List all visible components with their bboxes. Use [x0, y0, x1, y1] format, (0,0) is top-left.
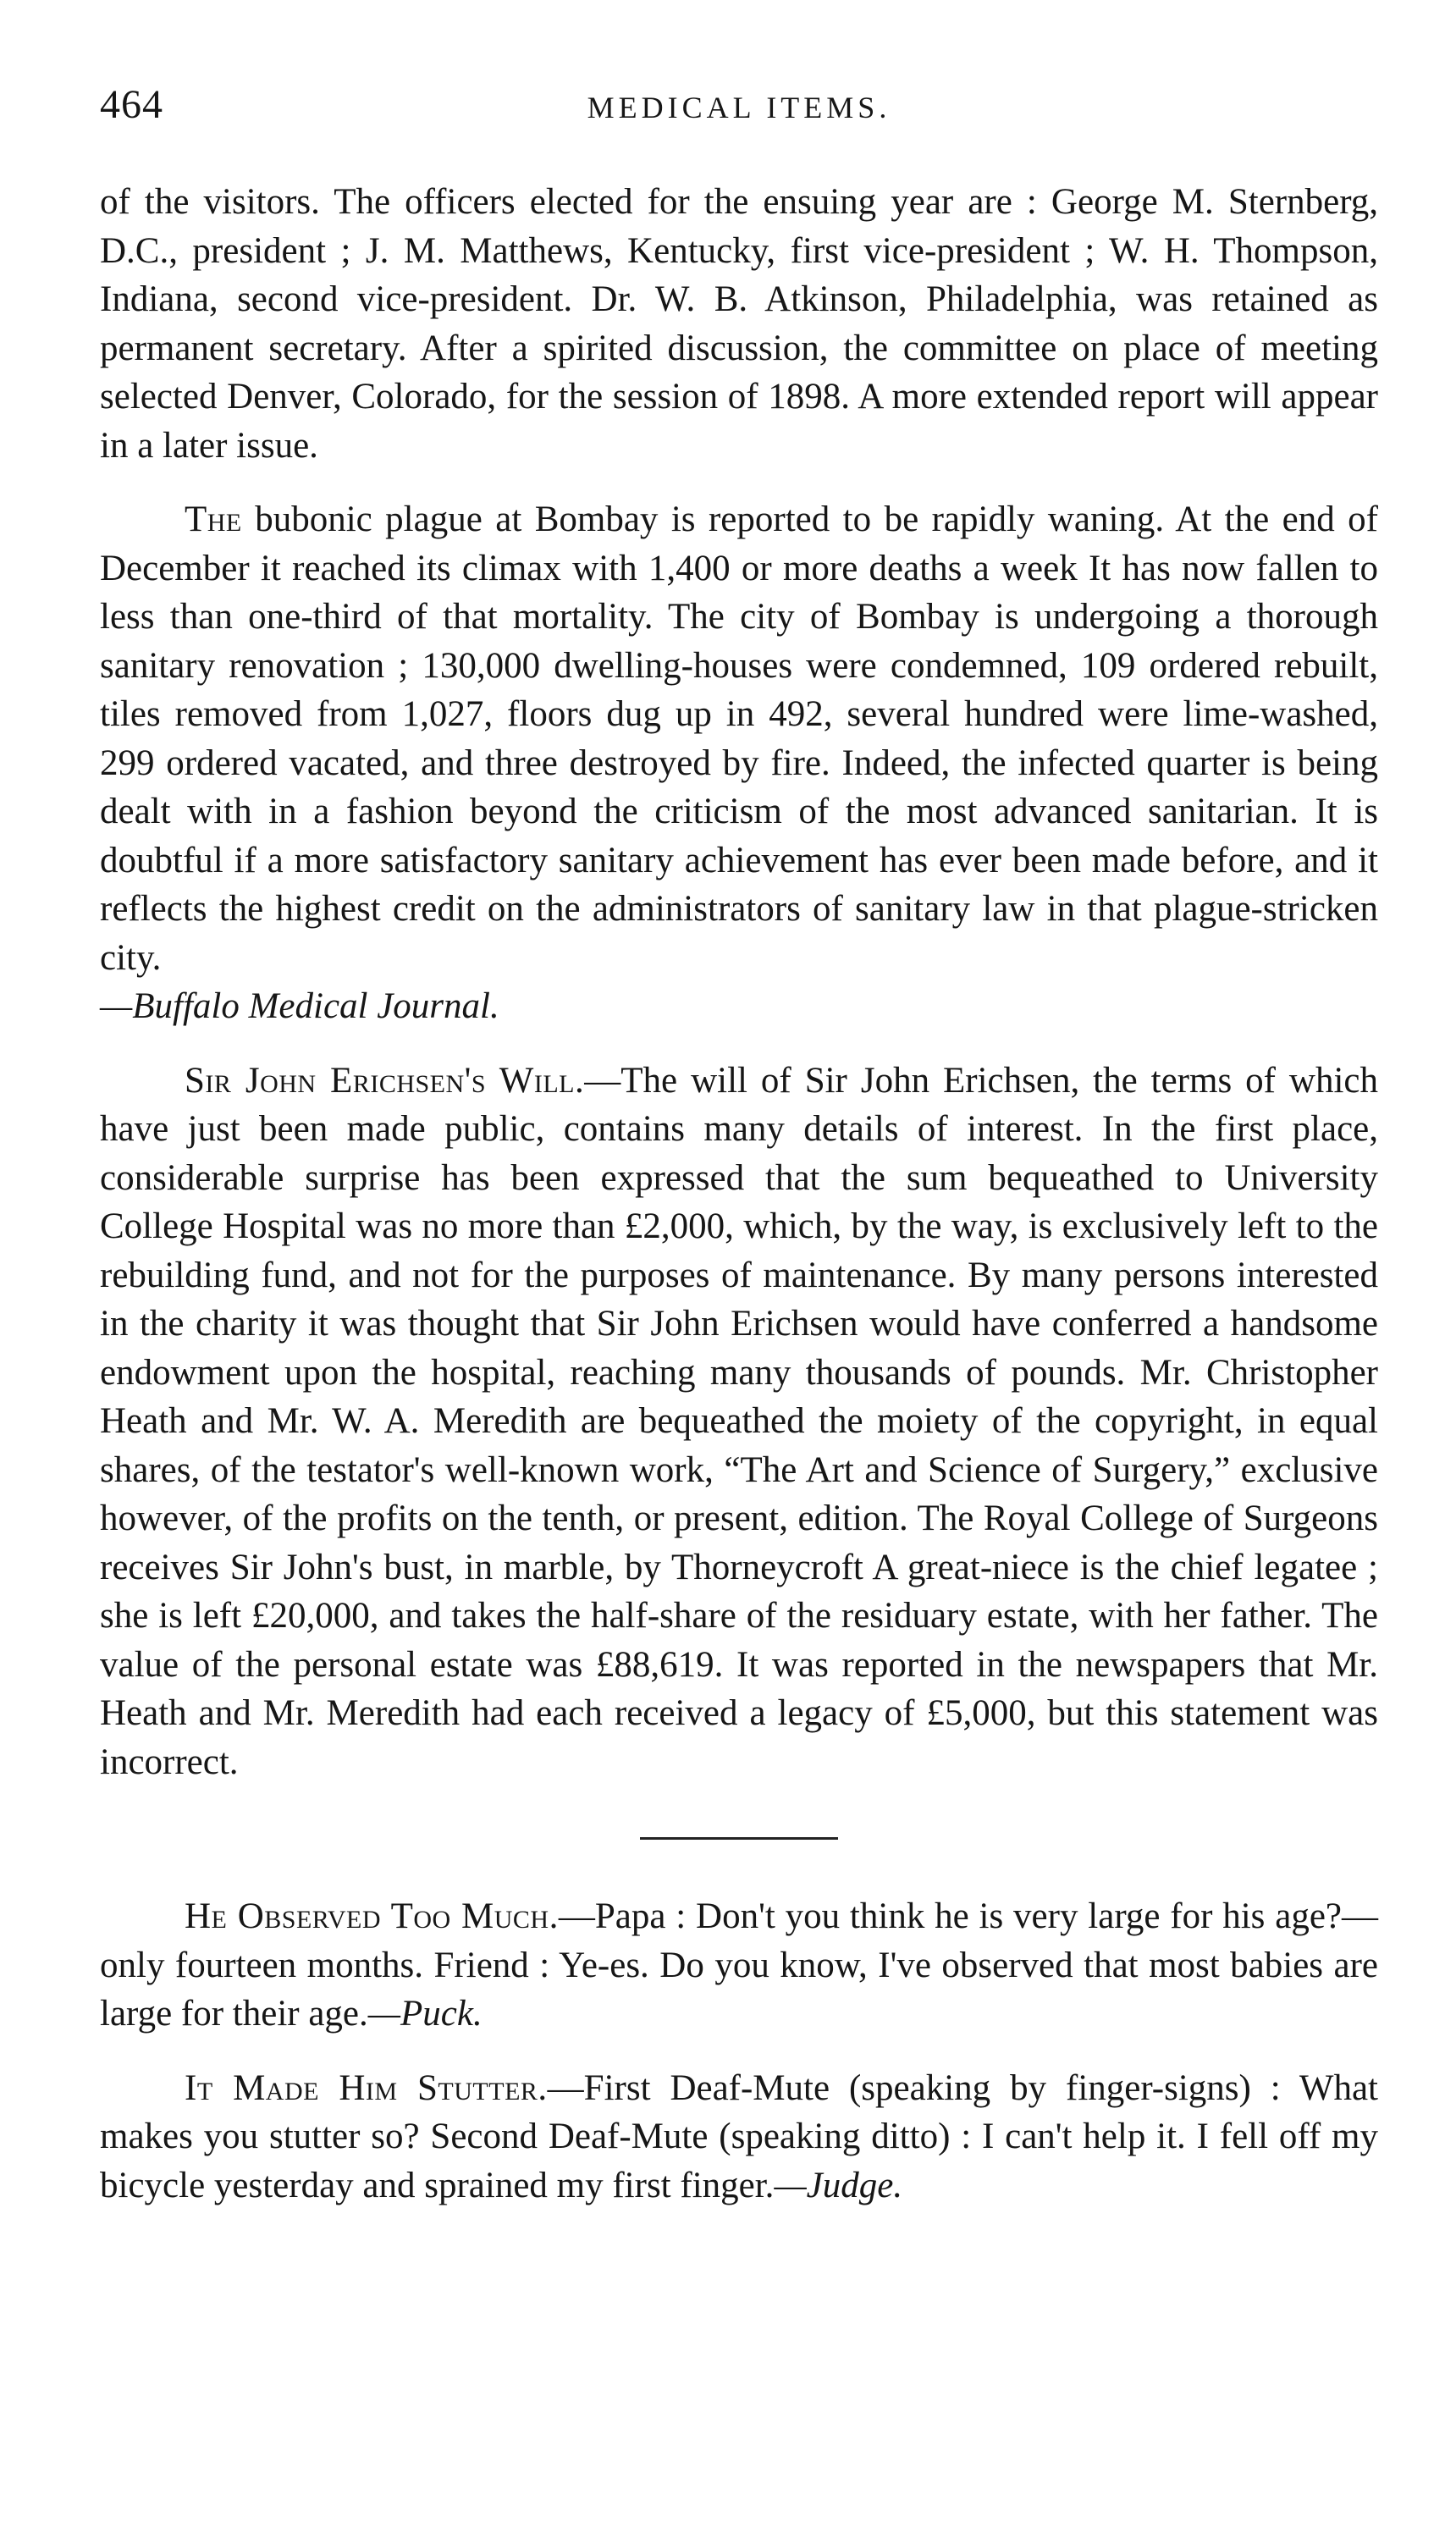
source-citation: —Buffalo Medical Journal. — [100, 986, 499, 1026]
paragraph-lead: It Made Him Stutter. — [185, 2067, 548, 2108]
paragraph-text: —Papa : Don't you think he is very large for his age?—only fourteen months. Friend : Ye-es. Do you know, I've observed that most babies are large for their age. — [100, 1896, 1378, 2034]
paragraph-lead: He Observed Too Much. — [185, 1896, 559, 1936]
paragraph-bubonic-plague — [100, 495, 1378, 982]
paragraph-source-line — [100, 982, 1378, 1031]
paragraph-association-officers — [100, 178, 1378, 470]
paragraph-text: of the visitors. The officers elected for the ensuing year are : George M. Sternberg, D.C., president ; J. M. Matthews, Kentucky, first vice-president ; W. H. Thompson, Indiana, second vice-president. Dr. W. B. Atkinson, Philadelphia, was retained as permanent secretary. After a spirited discussion, the committee on place of meeting selected Denver, Colorado, for the session of 1898. A more extended report will appear in a later issue. — [100, 182, 1378, 466]
page-header — [100, 81, 1378, 141]
paragraph-text: bubonic plague at Bombay is reported to be rapidly waning. At the end of December it reached its climax with 1,400 or more deaths a week It has now fallen to less than one-third of that mortality. The city of Bombay is undergoing a thorough sanitary renovation ; 130,000 dwelling-houses were condemned, 109 ordered rebuilt, tiles removed from 1,027, floors dug up in 492, several hundred were lime-washed, 299 ordered vacated, and three destroyed by fire. Indeed, the infected quarter is being dealt with in a fashion beyond the criticism of the most advanced sanitarian. It is doubtful if a more satisfactory sanitary achievement has ever been made before, and it reflects the highest credit on the administrators of sanitary law in that plague-stricken city. — [100, 500, 1378, 978]
article-body — [100, 178, 1378, 2210]
paragraph-erichsen-will — [100, 1057, 1378, 1787]
running-head: MEDICAL ITEMS. — [587, 91, 891, 124]
paragraph-lead: Sir John Erichsen's Will. — [185, 1060, 585, 1101]
paragraph-lead: The — [185, 500, 242, 539]
section-divider — [640, 1837, 838, 1840]
paragraph-text: —The will of Sir John Erichsen, the terms of which have just been made public, contains many details of interest. In the first place, considerable surprise has been expressed that the sum bequeathed to University College Hospital was no more than £2,000, which, by the way, is exclusively left to the rebuilding fund, and not for the purposes of maintenance. By many persons interested in the charity it was thought that Sir John Erichsen would have conferred a handsome endowment upon the hospital, reaching many thousands of pounds. Mr. Christopher Heath and Mr. W. A. Meredith are bequeathed the moiety of the copyright, in equal shares, of the testator's well-known work, “The Art and Science of Surgery,” exclusive however, of the profits on the tenth, or present, edition. The Royal College of Surgeons receives Sir John's bust, in marble, by Thorneycroft A great-niece is the chief legatee ; she is left £20,000, and takes the half-share of the residuary estate, with her father. The value of the personal estate was £88,619. It was reported in the newspapers that Mr. Heath and Mr. Meredith had each received a legacy of £5,000, but this statement was incorrect. — [100, 1060, 1379, 1782]
paragraph-text: —First Deaf-Mute (speaking by finger-signs) : What makes you stutter so? Second Deaf-Mute (speaking ditto) : I can't help it. I fell off my bicycle yesterday and sprained my first finger. — [100, 2067, 1378, 2205]
paragraph-made-him-stutter — [100, 2064, 1378, 2211]
paragraph-observed-too-much — [100, 1892, 1378, 2039]
source-citation: —Judge. — [774, 2165, 903, 2205]
page-number: 464 — [100, 82, 163, 127]
source-citation: —Puck. — [367, 1994, 483, 2034]
